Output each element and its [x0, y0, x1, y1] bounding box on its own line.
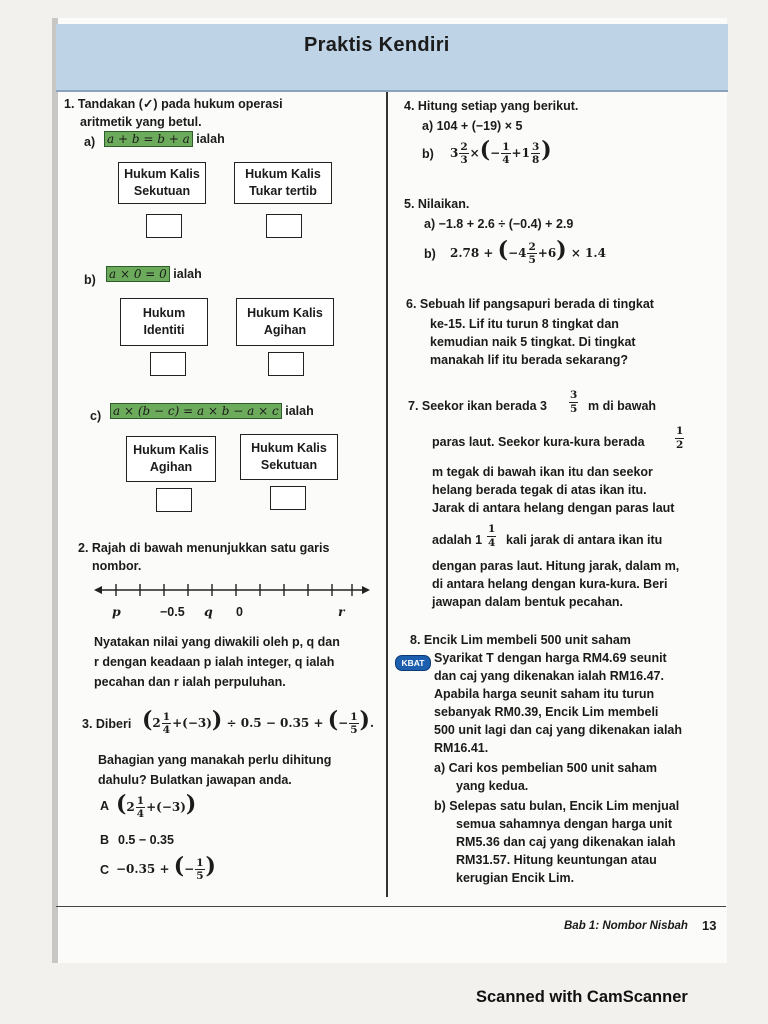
- q1c-option-1: Hukum Kalis Agihan: [126, 436, 216, 482]
- q1a-checkbox-2[interactable]: [266, 214, 302, 238]
- q8-b-line4: RM31.57. Hitung keuntungan atau: [456, 853, 657, 867]
- q3-option-a-letter: A: [100, 799, 110, 813]
- q7-line9: jawapan dalam bentuk pecahan.: [432, 595, 624, 609]
- q7-frac-35: $\frac{3}{5}$: [570, 389, 578, 415]
- q8-a-line1: a) Cari kos pembelian 500 unit saham: [434, 761, 657, 775]
- q8-line4: Apabila harga seunit saham itu turun: [434, 687, 655, 701]
- scanner-watermark: Scanned with CamScanner: [476, 988, 688, 1006]
- q8-a-line2: yang kedua.: [456, 779, 529, 793]
- q1b-checkbox-1[interactable]: [150, 352, 186, 376]
- q8-line1: 8. Encik Lim membeli 500 unit saham: [410, 633, 631, 647]
- numline-label-zero: 0: [236, 605, 243, 619]
- q8-line2: Syarikat T dengan harga RM4.69 seunit: [434, 651, 667, 665]
- q3-option-c[interactable]: −0.35 + (− $\frac{1}{5}$ ): [116, 853, 216, 882]
- q7-line7: dengan paras laut. Hitung jarak, dalam m,: [432, 559, 680, 573]
- q7-line1a: 7. Seekor ikan berada 3: [408, 399, 547, 413]
- q1c-label: c): [90, 409, 102, 423]
- numline-label-neg05: −0.5: [160, 605, 185, 619]
- q1c-tail: ialah: [285, 404, 314, 418]
- bottom-rule: [56, 906, 726, 907]
- q3-expression: (2 $\frac{1}{4}$ +(−3)) ÷ 0.5 − 0.35 + (− $\frac{1}{5}$ ).: [142, 707, 375, 736]
- q2-desc1: Nyatakan nilai yang diwakili oleh p, q dan: [94, 635, 340, 649]
- q1a-expression: a + b = b + a: [104, 131, 193, 147]
- page-title: Praktis Kendiri: [304, 34, 450, 56]
- q5-b-tail: × 1.4: [570, 246, 606, 260]
- q4-b-label: b): [422, 147, 434, 161]
- q1-intro-line1: 1. Tandakan (✓) pada hukum operasi: [64, 97, 283, 111]
- q4-b-expression: 3 $\frac{2}{3}$ ×(− $\frac{1}{4}$ +1 $\frac{3}{8}$ ): [450, 137, 552, 166]
- q5-b-lead: 2.78 +: [450, 246, 494, 260]
- q7-line2: paras laut. Seekor kura-kura berada: [432, 435, 645, 449]
- q8-b-line2: semua sahamnya dengan harga unit: [456, 817, 673, 831]
- q8-line3: dan caj yang dikenakan ialah RM16.47.: [434, 669, 664, 683]
- q2-line1: 2. Rajah di bawah menunjukkan satu garis: [78, 541, 330, 555]
- q1a-label: a): [84, 135, 96, 149]
- numline-label-q: q: [204, 604, 213, 619]
- number-line: [94, 578, 374, 618]
- q3-lead: 3. Diberi: [82, 717, 132, 731]
- q8-line7: RM16.41.: [434, 741, 489, 755]
- q1a-option-2: Hukum Kalis Tukar tertib: [234, 162, 332, 204]
- q8-line6: 500 unit lagi dan caj yang dikenakan ialah: [434, 723, 683, 737]
- q8-b-line5: kerugian Encik Lim.: [456, 871, 575, 885]
- q7-line3: m tegak di bawah ikan itu dan seekor: [432, 465, 653, 479]
- q3-option-a[interactable]: (2 $\frac{1}{4}$ +(−3)): [116, 791, 197, 820]
- q1b-option-2: Hukum Kalis Agihan: [236, 298, 334, 346]
- q1b-tail: ialah: [173, 267, 202, 281]
- q7-line5: Jarak di antara helang dengan paras laut: [432, 501, 675, 515]
- page-edge: [52, 18, 58, 963]
- q2-desc2: r dengan keadaan p ialah integer, q ialah: [94, 655, 335, 669]
- q1b-option-1: Hukum Identiti: [120, 298, 208, 346]
- q6-line3: kemudian naik 5 tingkat. Di tingkat: [430, 335, 636, 349]
- q1c-checkbox-2[interactable]: [270, 486, 306, 510]
- q6-line1: 6. Sebuah lif pangsapuri berada di tingkat: [406, 297, 654, 311]
- q3-option-b-letter: B: [100, 833, 110, 847]
- numline-label-r: r: [338, 604, 345, 619]
- q3-option-c-letter: C: [100, 863, 110, 877]
- kbat-badge: KBAT: [395, 655, 431, 671]
- q3-option-b[interactable]: 0.5 − 0.35: [118, 833, 174, 847]
- q5-a: a) −1.8 + 2.6 ÷ (−0.4) + 2.9: [424, 217, 574, 231]
- q8-b-line1: b) Selepas satu bulan, Encik Lim menjual: [434, 799, 680, 813]
- q5-b-expression: 2.78 + (−4 $\frac{2}{5}$ +6) × 1.4: [450, 237, 606, 266]
- q8-line5: sebanyak RM0.39, Encik Lim membeli: [434, 705, 659, 719]
- q7-line4: helang berada tegak di atas ikan itu.: [432, 483, 647, 497]
- q6-line4: manakah lif itu berada sekarang?: [430, 353, 628, 367]
- q4-a: a) 104 + (−19) × 5: [422, 119, 523, 133]
- q5-b-label: b): [424, 247, 436, 261]
- q2-line2: nombor.: [92, 559, 142, 573]
- q5-head: 5. Nilaikan.: [404, 197, 470, 211]
- q7-line8: di antara helang dengan kura-kura. Beri: [432, 577, 668, 591]
- q4-head: 4. Hitung setiap yang berikut.: [404, 99, 579, 113]
- page-number: 13: [702, 918, 717, 933]
- q3-option-c-text: −0.35 +: [116, 862, 170, 876]
- q3-ask2: dahulu? Bulatkan jawapan anda.: [98, 773, 292, 787]
- q1a-tail: ialah: [196, 132, 225, 146]
- q1c-expression: a × (b − c) = a × b − a × c: [110, 403, 282, 419]
- q7-line6b: kali jarak di antara ikan itu: [506, 533, 663, 547]
- q7-line1b: m di bawah: [588, 399, 657, 413]
- q1b-expression: a × 0 = 0: [106, 266, 170, 282]
- q1a-checkbox-1[interactable]: [146, 214, 182, 238]
- q2-desc3: pecahan dan r ialah perpuluhan.: [94, 675, 286, 689]
- q3-ask1: Bahagian yang manakah perlu dihitung: [98, 753, 332, 767]
- q1b-label: b): [84, 273, 96, 287]
- q1c-option-2: Hukum Kalis Sekutuan: [240, 434, 338, 480]
- q7-frac-14: $\frac{1}{4}$: [488, 523, 496, 549]
- q7-frac-12: $\frac{1}{2}$: [676, 425, 684, 451]
- numline-label-p: p: [112, 604, 121, 619]
- q6-line2: ke-15. Lif itu turun 8 tingkat dan: [430, 317, 619, 331]
- q1-intro-line2: aritmetik yang betul.: [80, 115, 202, 129]
- q7-line6a: adalah 1: [432, 533, 483, 547]
- q1a-option-1: Hukum Kalis Sekutuan: [118, 162, 206, 204]
- q8-b-line3: RM5.36 dan caj yang dikenakan ialah: [456, 835, 676, 849]
- q1c-checkbox-1[interactable]: [156, 488, 192, 512]
- chapter-footer: Bab 1: Nombor Nisbah: [564, 920, 688, 932]
- q3-tail: ÷ 0.5 − 0.35 +: [226, 716, 324, 730]
- q1b-checkbox-2[interactable]: [268, 352, 304, 376]
- column-divider: [386, 92, 388, 897]
